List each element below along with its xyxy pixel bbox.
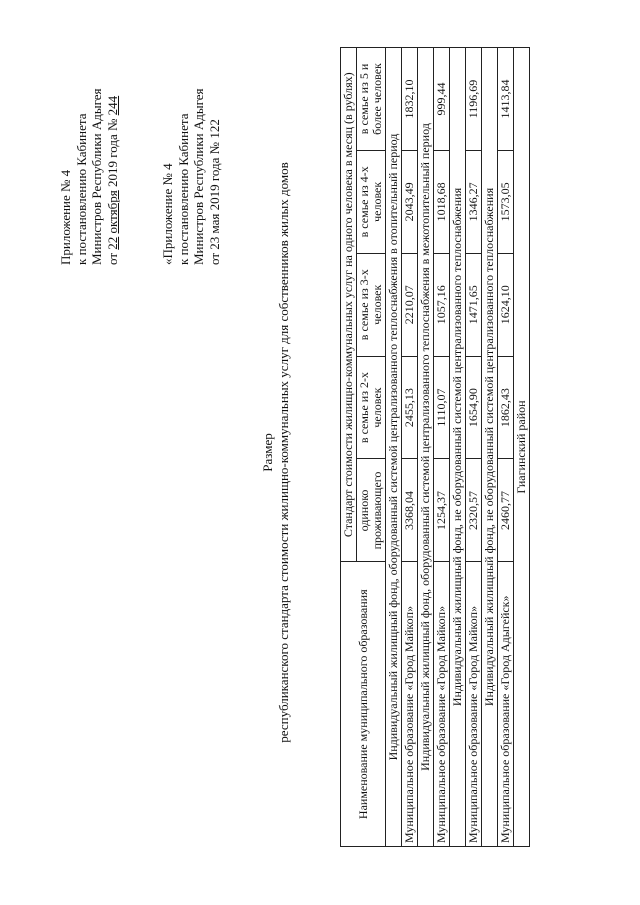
appendix-line: к постановлению Кабинета [175, 113, 191, 265]
value-cell: 2210,07 [402, 253, 418, 356]
value-cell: 2320,57 [466, 459, 482, 562]
appendix-date-line [105, 88, 121, 265]
municipality-name: Муниципальное образование «Город Майкоп» [434, 562, 450, 847]
section-row [482, 48, 498, 847]
table-header-row [341, 48, 357, 847]
tariff-table [340, 47, 530, 847]
table-row [402, 48, 418, 847]
municipality-name: Муниципальное образование «Город Адыгейск» [498, 562, 514, 847]
column-header: в семье из 2-х человек [357, 356, 386, 459]
value-cell: 999,44 [434, 48, 450, 151]
appendix-line: Министров Республики Адыгея [89, 88, 104, 265]
value-cell: 1196,69 [466, 48, 482, 151]
appendix-line: «Приложение № 4 [160, 163, 175, 265]
appendix-header-old [160, 88, 222, 265]
table-row [466, 48, 482, 847]
column-group-header: Стандарт стоимости жилищно-коммунальных услуг на одного человека в месяц (в рублях) [341, 48, 357, 562]
value-cell: 1471,65 [466, 253, 482, 356]
value-cell: 1057,16 [434, 253, 450, 356]
section-row [418, 48, 434, 847]
value-cell: 1573,05 [498, 150, 514, 253]
decree-number: 244 [104, 95, 120, 116]
table-row [498, 48, 514, 847]
value-cell: 1346,27 [466, 150, 482, 253]
value-cell: 1624,10 [498, 253, 514, 356]
column-header: в семье из 5 и более человек [357, 48, 386, 151]
column-header: в семье из 4-х человек [357, 150, 386, 253]
section-title: Индивидуальный жилищный фонд, не оборудованный системой централизованного теплоснабжения [450, 48, 466, 847]
municipality-name: Муниципальное образование «Город Майкоп» [466, 562, 482, 847]
section-row [514, 48, 530, 847]
column-header: одиноко проживающего [357, 459, 386, 562]
municipality-name: Муниципальное образование «Город Майкоп» [402, 562, 418, 847]
section-title: Индивидуальный жилищный фонд, не оборудованный системой централизованного теплоснабжения [482, 48, 498, 847]
value-cell: 1254,37 [434, 459, 450, 562]
appendix-line: к постановлению Кабинета [73, 113, 89, 265]
value-cell: 2043,49 [402, 150, 418, 253]
appendix-line: Министров Республики Адыгея [191, 88, 206, 265]
document-title: Размер [260, 433, 275, 472]
value-cell: 2460,77 [498, 459, 514, 562]
section-row [450, 48, 466, 847]
section-title: Индивидуальный жилищный фонд, оборудованный системой централизованного теплоснабжения в отопительный период [386, 48, 402, 847]
date-day: 22 [104, 236, 120, 250]
value-cell: 1654,90 [466, 356, 482, 459]
date-year: 2019 года № [104, 118, 120, 187]
value-cell: 2455,13 [402, 356, 418, 459]
value-cell: 3368,04 [402, 459, 418, 562]
value-cell: 1018,68 [434, 150, 450, 253]
date-prefix: от [104, 252, 120, 265]
value-cell: 1832,10 [402, 48, 418, 151]
appendix-line: Приложение № 4 [58, 169, 73, 265]
column-header: в семье из 3-х человек [357, 253, 386, 356]
appendix-line: от 23 мая 2019 года № 122 [206, 119, 222, 265]
document-subtitle: республиканского стандарта стоимости жилищно-коммунальных услуг для собственников жилых домов [276, 162, 291, 743]
table-row [434, 48, 450, 847]
date-month: октября [104, 190, 120, 234]
section-title: Индивидуальный жилищный фонд, оборудованный системой централизованного теплоснабжения в межотопительный период [418, 48, 434, 847]
section-row [386, 48, 402, 847]
appendix-header-new [58, 88, 120, 265]
value-cell: 1862,43 [498, 356, 514, 459]
column-header-municipality: Наименование муниципального образования [341, 562, 386, 847]
value-cell: 1110,07 [434, 356, 450, 459]
section-title: Гиагинский район [514, 48, 530, 847]
value-cell: 1413,84 [498, 48, 514, 151]
